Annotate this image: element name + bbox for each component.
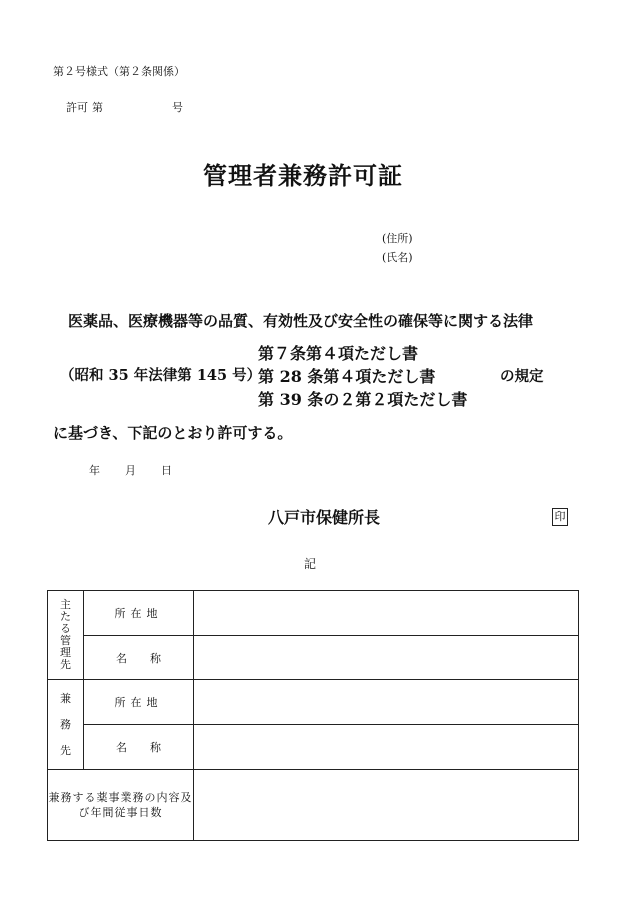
address-label: (住所) [382, 232, 413, 245]
provision-3: 第 39 条の２第２項ただし書 [258, 390, 468, 409]
duties-value [194, 770, 579, 841]
name-value-1 [194, 636, 579, 680]
provision-2: 第 28 条第４項ただし書 [258, 367, 436, 386]
name-label: (氏名) [382, 251, 413, 264]
table-row [48, 770, 579, 841]
seal-mark: 印 [552, 508, 568, 526]
provision-suffix: の規定 [500, 368, 544, 385]
permit-go: 号 [172, 101, 183, 114]
permit-prefix: 許可 [66, 101, 88, 114]
date-line [89, 462, 172, 478]
permit-dai: 第 [92, 101, 103, 114]
form-number: 第２号様式（第２条関係） [53, 65, 185, 78]
name-label-2: 名 称 [84, 725, 194, 770]
date-day: 日 [161, 464, 172, 477]
location-value-2 [194, 680, 579, 725]
group-concurrent: 兼務先 [48, 680, 84, 770]
table-row [48, 591, 579, 636]
location-value-1 [194, 591, 579, 636]
table-row [48, 636, 579, 680]
table-row [48, 680, 579, 725]
date-year: 年 [89, 464, 100, 477]
provision-1: 第７条第４項ただし書 [258, 344, 419, 363]
group-main-manager: 主たる管理先 [48, 591, 84, 680]
table-row [48, 725, 579, 770]
ki-heading: 記 [304, 557, 317, 571]
name-label-1: 名 称 [84, 636, 194, 680]
details-table [47, 590, 579, 841]
date-month: 月 [125, 464, 136, 477]
grant-text: に基づき、下記のとおり許可する。 [53, 424, 293, 442]
location-label-2: 所在地 [84, 680, 194, 725]
duties-label: 兼務する薬事業務の内容及び年間従事日数 [48, 770, 194, 841]
issuer-name: 八戸市保健所長 [268, 508, 381, 527]
law-name: 医薬品、医療機器等の品質、有効性及び安全性の確保等に関する法律 [68, 312, 534, 330]
location-label-1: 所在地 [84, 591, 194, 636]
permit-number-line [66, 99, 183, 115]
document-title: 管理者兼務許可証 [203, 161, 403, 190]
name-value-2 [194, 725, 579, 770]
law-number: （昭和 35 年法律第 145 号） [60, 367, 262, 384]
